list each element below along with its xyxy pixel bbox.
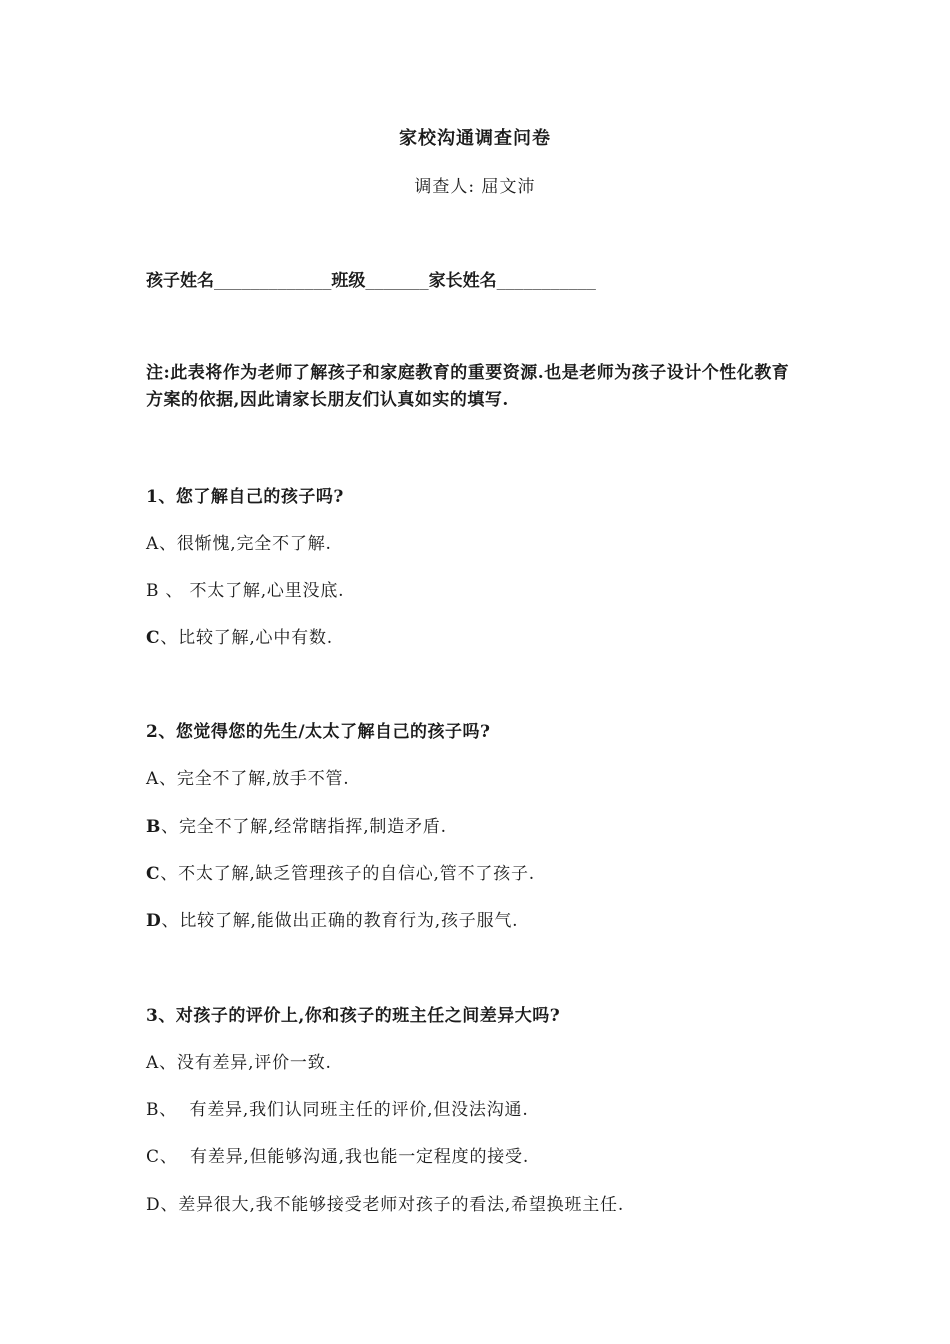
option-separator: 、 [159,1053,177,1073]
option-letter: A [146,769,160,789]
option-text: 完全不了解,放手不管. [176,769,350,789]
option-separator: 、 [159,581,190,601]
question-3-option-c [146,1142,529,1167]
option-separator: 、 [161,817,179,837]
question-2-option-d [146,906,518,931]
child-name-blank: _____________ [214,272,332,290]
parent-name-label: 家长姓名 [428,271,497,291]
info-fields [146,266,596,291]
option-letter: D [146,1195,161,1215]
option-letter: A [146,534,160,554]
option-letter: B [146,817,162,837]
option-separator: 、 [160,864,179,884]
option-letter: D [146,911,162,931]
option-separator: 、 [160,1195,179,1215]
option-letter: A [146,1053,160,1073]
option-text: 完全不了解,经常瞎指挥,制造矛盾. [178,817,447,837]
option-text: 有差异,我们认同班主任的评价,但没法沟通. [189,1100,529,1120]
option-letter: B [146,1100,160,1120]
question-1-option-c [146,623,333,648]
question-3: 3、对孩子的评价上,你和孩子的班主任之间差异大吗? [146,1006,561,1026]
question-1-option-a [146,529,332,554]
class-blank: _______ [365,272,429,290]
class-label: 班级 [331,271,366,291]
document-title: 家校沟通调查问卷 [399,128,551,149]
option-separator: 、 [159,1147,191,1167]
question-1: 1、您了解自己的孩子吗? [146,487,344,507]
question-2-option-a [146,764,350,789]
question-3-option-b [146,1095,529,1120]
option-text: 很惭愧,完全不了解. [176,534,332,554]
option-letter: C [146,628,161,648]
option-letter: C [146,864,161,884]
option-text: 有差异,但能够沟通,我也能一定程度的接受. [190,1147,530,1167]
question-2-option-b [146,812,447,837]
option-text: 不太了解,缺乏管理孩子的自信心,管不了孩子. [178,864,535,884]
option-letter: B [146,581,160,601]
question-3-option-a [146,1048,332,1073]
option-letter: C [146,1147,160,1167]
option-text: 比较了解,心中有数. [178,628,333,648]
child-name-label: 孩子姓名 [146,271,214,291]
option-text: 差异很大,我不能够接受老师对孩子的看法,希望换班主任. [178,1195,625,1215]
question-3-option-d [146,1190,624,1215]
parent-name-blank: ___________ [496,272,596,290]
option-separator: 、 [159,1100,190,1120]
option-separator: 、 [160,628,179,648]
option-separator: 、 [159,769,177,789]
surveyor-line: 调查人: 屈文沛 [414,177,536,197]
question-1-option-b [146,576,344,601]
question-2: 2、您觉得您的先生/太太了解自己的孩子吗? [146,722,491,742]
option-text: 没有差异,评价一致. [176,1053,332,1073]
note-paragraph: 注:此表将作为老师了解孩子和家庭教育的重要资源.也是老师为孩子设计个性化教育方案的依据,因此请家长朋友们认真如实的填写. [146,363,790,410]
option-text: 不太了解,心里没底. [189,581,345,601]
option-separator: 、 [161,911,180,931]
question-2-option-c [146,859,535,884]
option-text: 比较了解,能做出正确的教育行为,孩子服气. [179,911,519,931]
option-separator: 、 [159,534,177,554]
